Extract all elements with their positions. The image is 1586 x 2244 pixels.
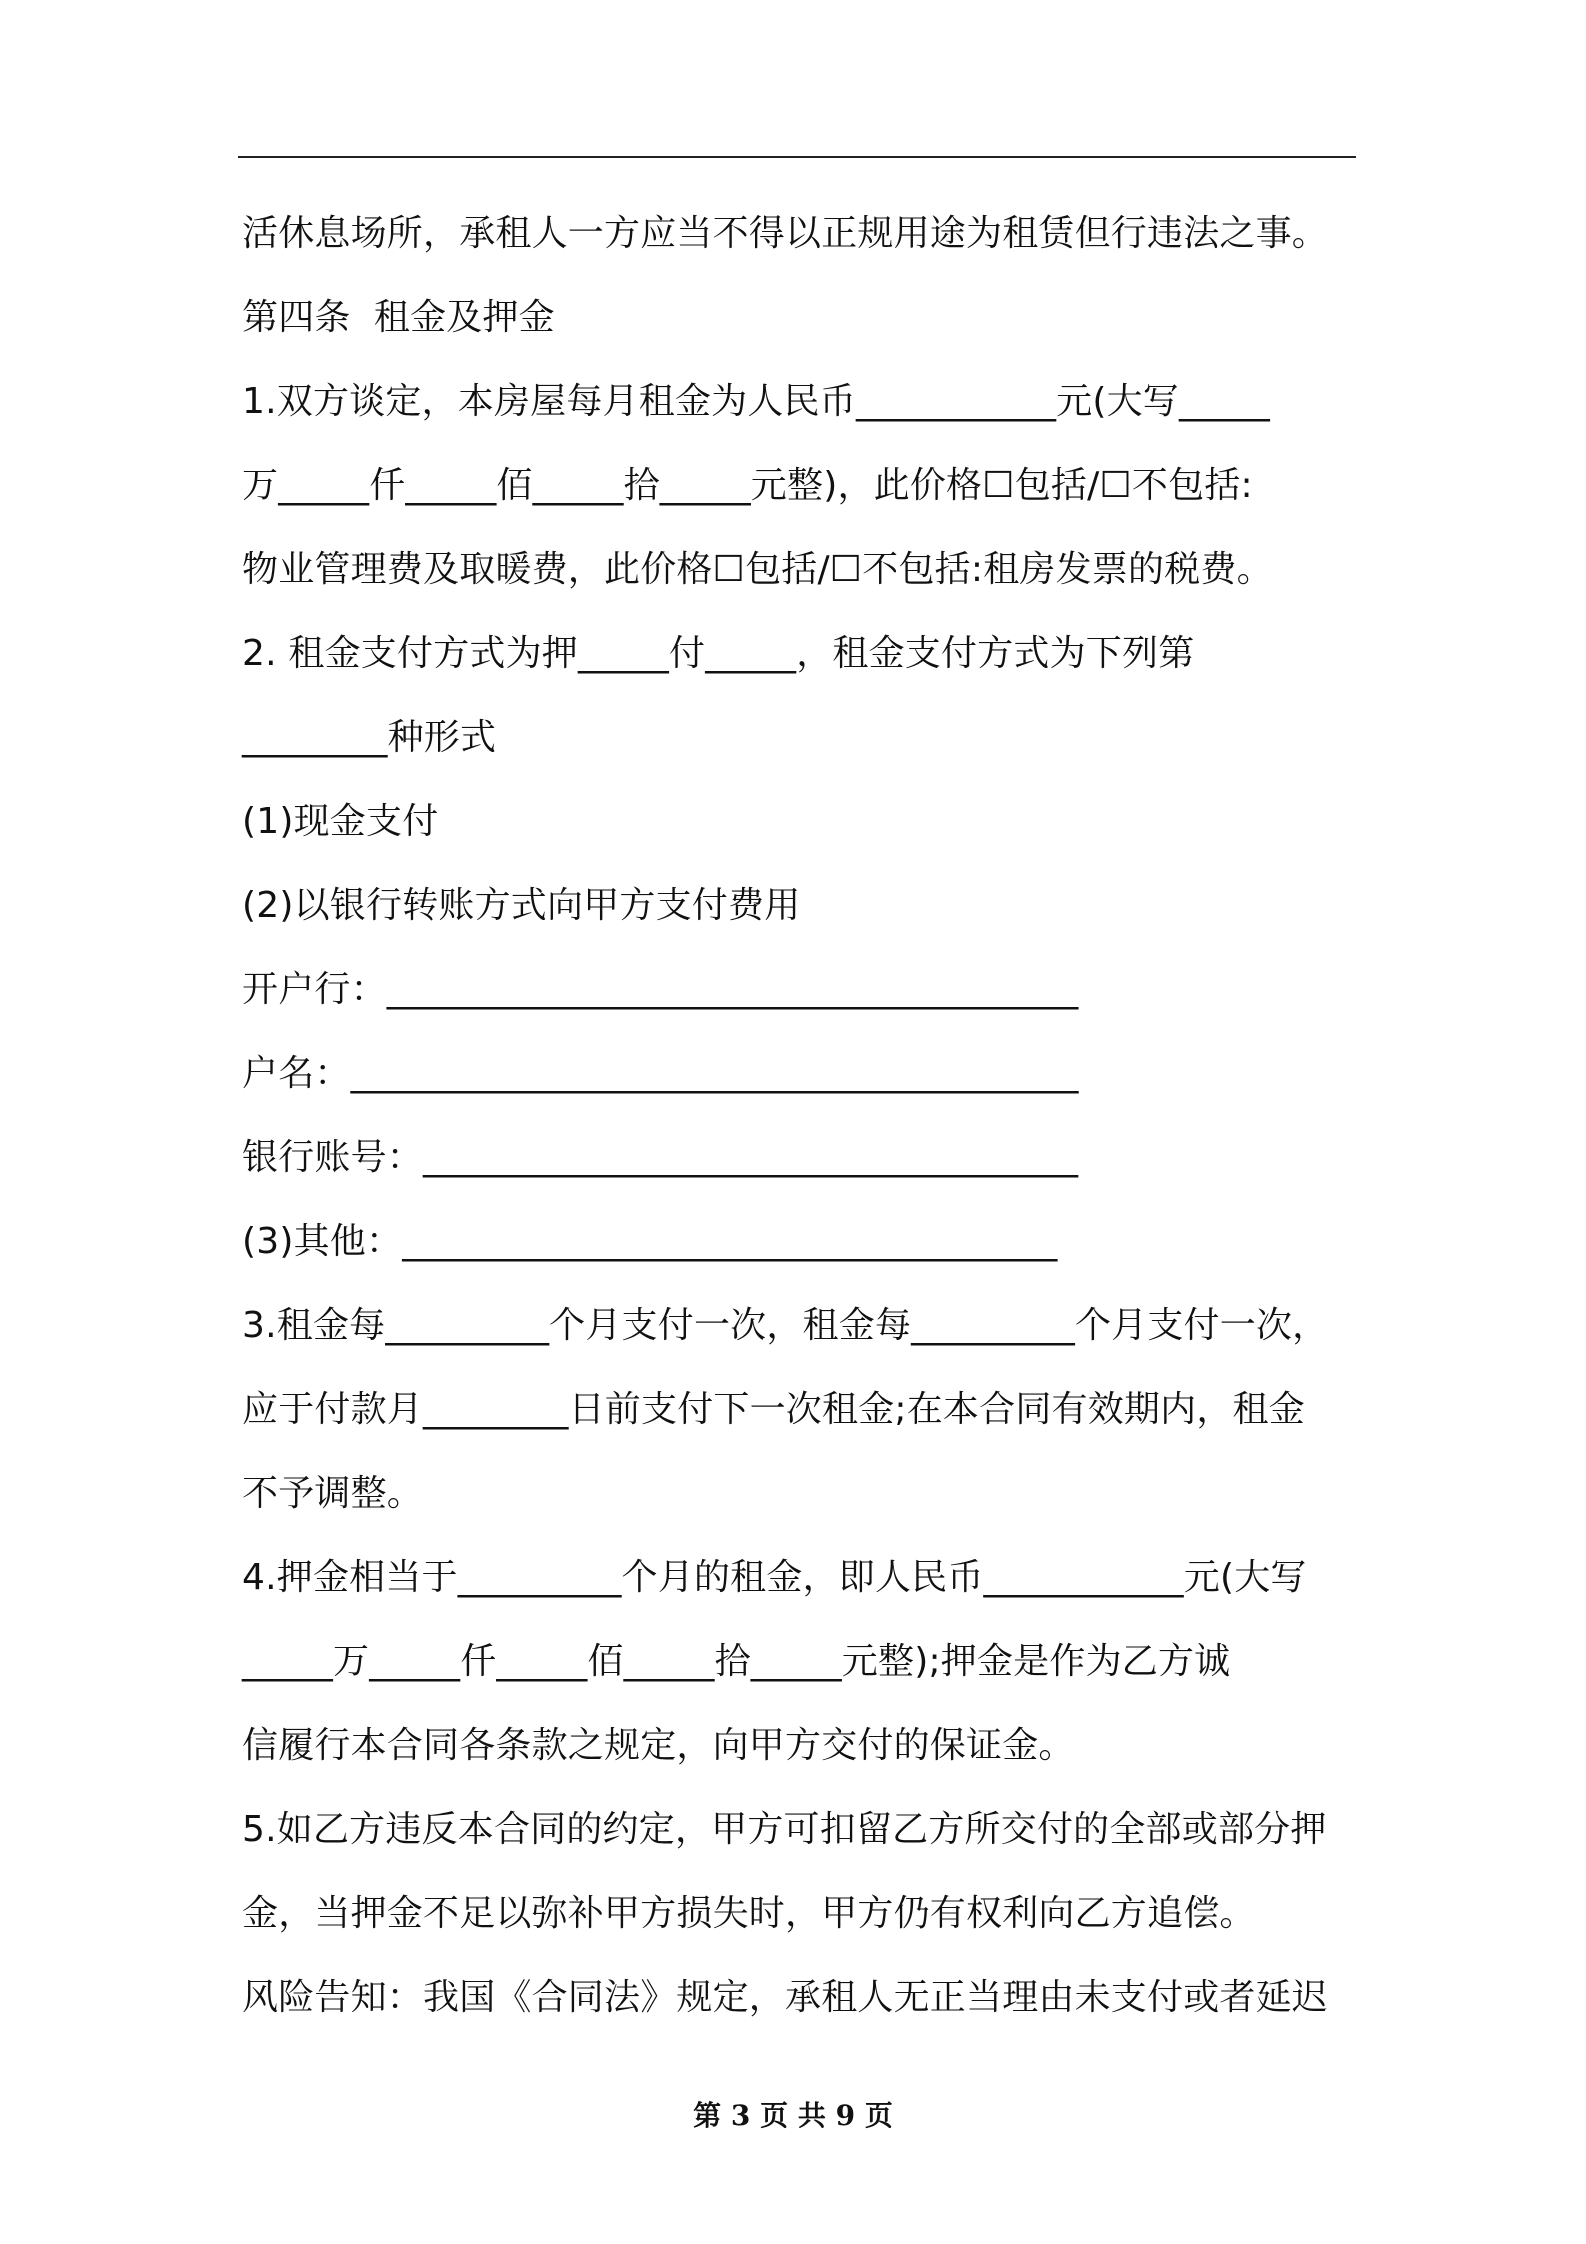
text-line: 5.如乙方违反本合同的约定，甲方可扣留乙方所交付的全部或部分押 bbox=[242, 1809, 1327, 1850]
account-number-field-line: 银行账号：____________________________________ bbox=[242, 1137, 1079, 1178]
text-line: 1.双方谈定，本房屋每月租金为人民币___________元(大写_____ bbox=[242, 381, 1270, 422]
other-field-line: (3)其他：____________________________________ bbox=[242, 1221, 1058, 1262]
text-line: 金，当押金不足以弥补甲方损失时，甲方仍有权利向乙方追偿。 bbox=[242, 1893, 1256, 1934]
text-line: 信履行本合同各条款之规定，向甲方交付的保证金。 bbox=[242, 1725, 1075, 1766]
text-line: 不予调整。 bbox=[242, 1473, 424, 1514]
text-line: 活休息场所，承租人一方应当不得以正规用途为租赁但行违法之事。 bbox=[242, 213, 1329, 254]
text-line: 风险告知：我国《合同法》规定，承租人无正当理由未支付或者延迟 bbox=[242, 1977, 1329, 2018]
document-body bbox=[242, 192, 1362, 2040]
text-line: 物业管理费及取暖费，此价格☐包括/☐不包括:租房发票的税费。 bbox=[242, 549, 1273, 590]
account-name-field-line: 户名：________________________________________ bbox=[242, 1053, 1079, 1094]
header-rule bbox=[238, 156, 1356, 158]
text-line: 应于付款月________日前支付下一次租金;在本合同有效期内，租金 bbox=[242, 1389, 1305, 1430]
text-line: 4.押金相当于_________个月的租金，即人民币___________元(大写 bbox=[242, 1557, 1307, 1598]
text-line: 万_____仟_____佰_____拾_____元整)，此价格☐包括/☐不包括: bbox=[242, 465, 1253, 506]
bank-name-field-line: 开户行：______________________________________ bbox=[242, 969, 1079, 1010]
text-line: (1)现金支付 bbox=[242, 801, 439, 842]
page-indicator: 第 3 页 共 9 页 bbox=[693, 2099, 893, 2132]
text-line: 3.租金每_________个月支付一次，租金每_________个月支付一次， bbox=[242, 1305, 1329, 1346]
article-heading: 第四条 租金及押金 bbox=[242, 297, 555, 338]
text-line: 2. 租金支付方式为押_____付_____，租金支付方式为下列第 bbox=[242, 633, 1195, 674]
text-line: ________种形式 bbox=[242, 717, 497, 758]
text-line: (2)以银行转账方式向甲方支付费用 bbox=[242, 885, 801, 926]
text-line: _____万_____仟_____佰_____拾_____元整);押金是作为乙方诚 bbox=[242, 1641, 1231, 1682]
